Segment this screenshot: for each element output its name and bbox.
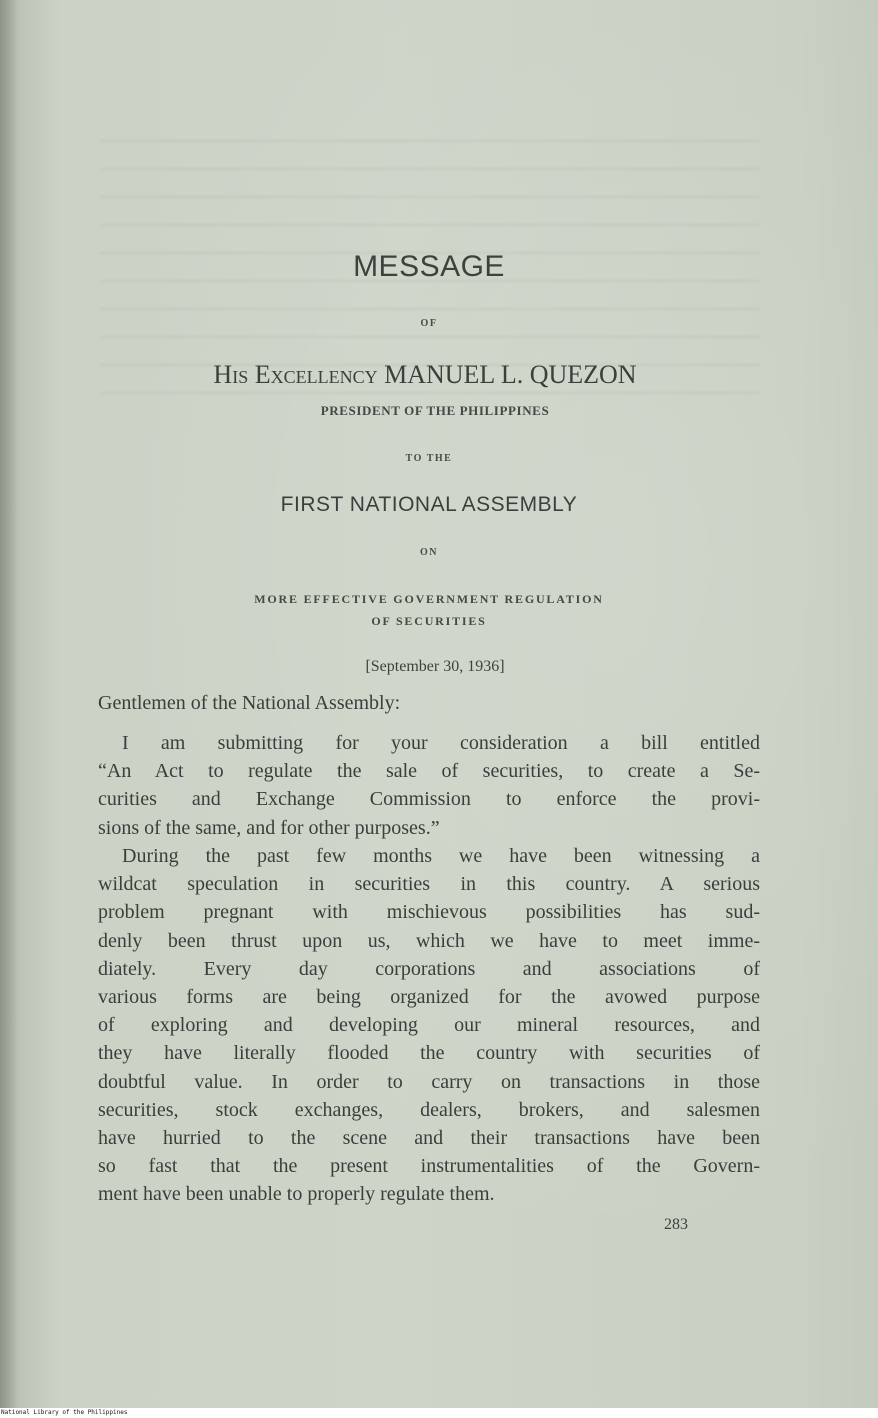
salutation: Gentlemen of the National Assembly: xyxy=(98,692,401,714)
paragraph-line: they have literally flooded the country with securities of xyxy=(98,1042,760,1065)
page-title: MESSAGE xyxy=(353,250,505,283)
author-title: PRESIDENT OF THE PHILIPPINES xyxy=(320,403,550,418)
connector-of: OF xyxy=(420,318,438,329)
paragraph-line: doubtful value. In order to carry on transactions in those xyxy=(98,1070,760,1093)
paragraph-line: sions of the same, and for other purposes.” xyxy=(98,816,440,839)
library-credit: National Library of the Philippines xyxy=(1,1409,128,1416)
subject-line-1: MORE EFFECTIVE GOVERNMENT REGULATION xyxy=(254,592,604,606)
subject-line-2: OF SECURITIES xyxy=(371,614,487,628)
paragraph-line: problem pregnant with mischievous possibilities has sud- xyxy=(98,901,760,924)
paragraph-line: During the past few months we have been witnessing a xyxy=(122,845,760,867)
paragraph-line: wildcat speculation in securities in this country. A serious xyxy=(98,873,760,896)
paragraph-line: ment have been unable to properly regulate them. xyxy=(98,1183,495,1206)
paragraph-line: denly been thrust upon us, which we have to meet imme- xyxy=(98,929,760,952)
author-name: His Excellency MANUEL L. QUEZON xyxy=(213,360,637,389)
binding-shadow xyxy=(0,0,18,1408)
paragraph-line: have hurried to the scene and their transactions have been xyxy=(98,1126,760,1149)
recipient: FIRST NATIONAL ASSEMBLY xyxy=(280,493,578,516)
paragraph-line: diately. Every day corporations and associations of xyxy=(98,957,760,980)
message-date: [September 30, 1936] xyxy=(365,658,505,675)
paragraph-2 xyxy=(98,842,760,1208)
paragraph-line: “An Act to regulate the sale of securities, to create a Se- xyxy=(98,760,760,783)
paragraph-line: curities and Exchange Commission to enforce the provi- xyxy=(98,788,760,811)
paragraph-line: of exploring and developing our mineral resources, and xyxy=(98,1014,760,1037)
connector-to-the: TO THE xyxy=(405,453,453,464)
connector-on: ON xyxy=(420,547,438,558)
paragraph-line: securities, stock exchanges, dealers, brokers, and salesmen xyxy=(98,1098,760,1121)
paragraph-1 xyxy=(98,729,760,842)
footer-strip xyxy=(0,1408,878,1418)
paragraph-line: so fast that the present instrumentalities of the Govern- xyxy=(98,1155,760,1178)
paragraph-line: various forms are being organized for the avowed purpose xyxy=(98,985,760,1008)
paragraph-line: I am submitting for your consideration a bill entitled xyxy=(122,732,760,754)
page-number: 283 xyxy=(664,1216,688,1233)
